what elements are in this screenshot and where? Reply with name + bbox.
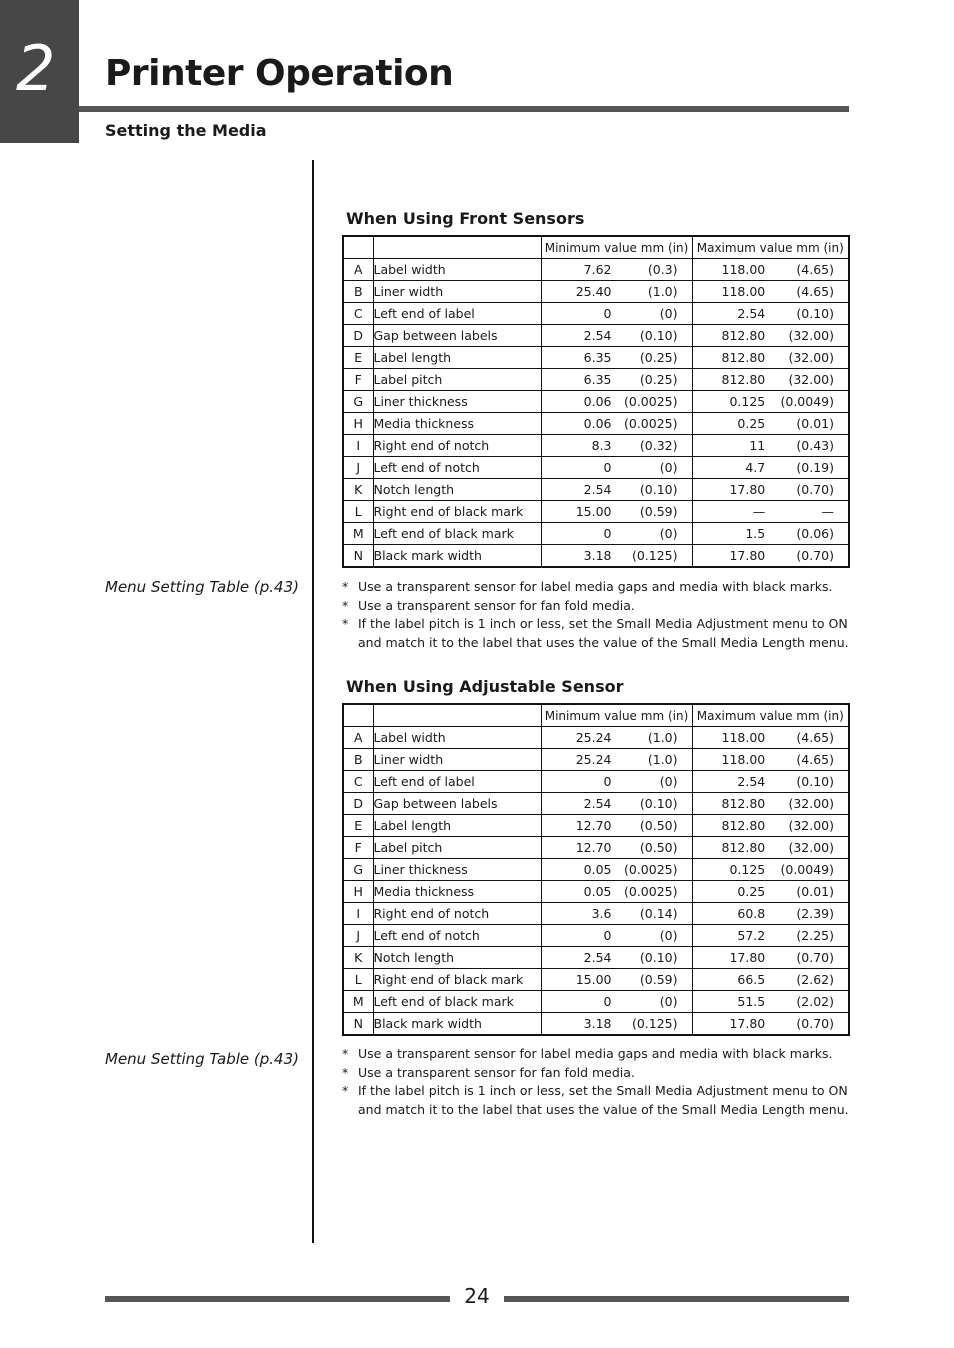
table-row — [343, 969, 849, 991]
row-item-name: Left end of notch — [373, 925, 541, 947]
maximum-value-cell — [692, 903, 849, 925]
row-letter: L — [343, 969, 373, 991]
row-item-name: Notch length — [373, 947, 541, 969]
row-letter: F — [343, 369, 373, 391]
table-row — [343, 259, 849, 281]
table-row — [343, 815, 849, 837]
row-item-name: Left end of black mark — [373, 523, 541, 545]
min-in-value: (0.10) — [639, 796, 678, 811]
min-mm-value: 3.6 — [591, 906, 612, 921]
maximum-value-cell — [692, 325, 849, 347]
row-item-name: Media thickness — [373, 413, 541, 435]
maximum-value-cell — [692, 793, 849, 815]
row-letter: D — [343, 793, 373, 815]
max-mm-value: 812.80 — [721, 350, 766, 365]
min-in-value: (0.50) — [639, 818, 678, 833]
min-mm-value: 7.62 — [583, 262, 612, 277]
table-row — [343, 501, 849, 523]
title-rule — [79, 106, 849, 112]
max-in-value: (32.00) — [788, 818, 834, 833]
min-mm-value: 2.54 — [583, 950, 612, 965]
footnote-marker: * — [342, 1046, 349, 1061]
minimum-value-cell — [541, 523, 692, 545]
max-in-value: (4.65) — [796, 730, 834, 745]
min-in-value: (0.59) — [639, 504, 678, 519]
row-letter: E — [343, 815, 373, 837]
row-item-name: Gap between labels — [373, 325, 541, 347]
page-title: Printer Operation — [105, 53, 454, 94]
table-row — [343, 727, 849, 749]
maximum-value-cell — [692, 837, 849, 859]
footnote-text: Use a transparent sensor for label media gaps and media with black marks. — [358, 579, 833, 594]
max-mm-value: — — [752, 504, 766, 519]
min-in-value: (1.0) — [647, 730, 678, 745]
minimum-value-cell — [541, 479, 692, 501]
minimum-value-cell — [541, 881, 692, 903]
max-in-value: (0.01) — [796, 416, 834, 431]
min-in-value: (1.0) — [647, 284, 678, 299]
section-heading: Setting the Media — [105, 121, 267, 140]
table-row — [343, 435, 849, 457]
minimum-value-cell — [541, 435, 692, 457]
max-in-value: (0.0049) — [780, 862, 834, 877]
maximum-value-cell — [692, 369, 849, 391]
maximum-value-cell — [692, 523, 849, 545]
min-mm-value: 3.18 — [583, 548, 612, 563]
max-mm-value: 17.80 — [729, 482, 766, 497]
row-item-name: Liner thickness — [373, 391, 541, 413]
row-item-name: Left end of label — [373, 303, 541, 325]
maximum-value-cell — [692, 727, 849, 749]
min-in-value: (0.50) — [639, 840, 678, 855]
table-row — [343, 749, 849, 771]
min-mm-value: 25.40 — [575, 284, 612, 299]
min-in-value: (0.0025) — [624, 394, 678, 409]
min-mm-value: 0 — [603, 774, 612, 789]
page-number: 24 — [464, 1284, 490, 1308]
maximum-value-cell — [692, 749, 849, 771]
min-in-value: (0.10) — [639, 328, 678, 343]
max-in-value: (32.00) — [788, 350, 834, 365]
min-in-value: (0.0025) — [624, 862, 678, 877]
table-row — [343, 545, 849, 568]
footnote-text: Use a transparent sensor for fan fold media. — [358, 597, 635, 613]
minimum-value-cell — [541, 771, 692, 793]
min-in-value: (0.10) — [639, 950, 678, 965]
front-sensor-table — [342, 235, 850, 568]
minimum-value-cell — [541, 815, 692, 837]
front-sensor-heading: When Using Front Sensors — [346, 209, 585, 228]
min-mm-value: 6.35 — [583, 372, 612, 387]
row-letter: I — [343, 903, 373, 925]
table-row — [343, 859, 849, 881]
min-in-value: (0) — [659, 306, 678, 321]
table-row — [343, 903, 849, 925]
row-letter: C — [343, 771, 373, 793]
row-letter: J — [343, 925, 373, 947]
table-row — [343, 281, 849, 303]
row-letter: A — [343, 259, 373, 281]
maximum-value-cell — [692, 859, 849, 881]
row-item-name: Left end of black mark — [373, 991, 541, 1013]
minimum-value-cell — [541, 925, 692, 947]
minimum-value-cell — [541, 391, 692, 413]
max-mm-value: 66.5 — [737, 972, 766, 987]
minimum-value-cell — [541, 303, 692, 325]
max-in-value: (0.06) — [796, 526, 834, 541]
table-row — [343, 347, 849, 369]
row-item-name: Media thickness — [373, 881, 541, 903]
maximum-value-cell — [692, 947, 849, 969]
min-mm-value: 6.35 — [583, 350, 612, 365]
menu-setting-reference[interactable]: Menu Setting Table (p.43) — [105, 578, 299, 596]
max-in-value: (32.00) — [788, 840, 834, 855]
maximum-value-cell — [692, 413, 849, 435]
footnote — [342, 578, 854, 597]
max-mm-value: 812.80 — [721, 372, 766, 387]
footnote — [342, 1082, 854, 1119]
max-in-value: (0.10) — [796, 774, 834, 789]
min-mm-value: 0 — [603, 306, 612, 321]
max-in-value: (0.10) — [796, 306, 834, 321]
max-mm-value: 118.00 — [721, 284, 766, 299]
row-item-name: Liner thickness — [373, 859, 541, 881]
footnote-marker: * — [342, 597, 349, 613]
row-letter: J — [343, 457, 373, 479]
max-in-value: (32.00) — [788, 328, 834, 343]
row-letter: M — [343, 991, 373, 1013]
header-maximum: Maximum value mm (in) — [692, 236, 849, 259]
max-mm-value: 57.2 — [737, 928, 766, 943]
row-letter: G — [343, 859, 373, 881]
row-letter: N — [343, 1013, 373, 1036]
table-row — [343, 457, 849, 479]
min-in-value: (1.0) — [647, 752, 678, 767]
table-row — [343, 771, 849, 793]
footnote-text: Use a transparent sensor for fan fold media. — [358, 1064, 635, 1080]
row-item-name: Label length — [373, 815, 541, 837]
row-item-name: Label width — [373, 259, 541, 281]
max-mm-value: 812.80 — [721, 328, 766, 343]
max-mm-value: 812.80 — [721, 840, 766, 855]
min-mm-value: 15.00 — [575, 972, 612, 987]
footer-rule-right — [504, 1296, 849, 1302]
max-in-value: (0.70) — [796, 482, 834, 497]
max-mm-value: 812.80 — [721, 818, 766, 833]
row-letter: K — [343, 947, 373, 969]
footnote-text: Use a transparent sensor for label media gaps and media with black marks. — [358, 1046, 833, 1061]
min-mm-value: 0 — [603, 994, 612, 1009]
min-in-value: (0.10) — [639, 482, 678, 497]
minimum-value-cell — [541, 347, 692, 369]
max-mm-value: 118.00 — [721, 262, 766, 277]
maximum-value-cell — [692, 1013, 849, 1036]
maximum-value-cell — [692, 479, 849, 501]
max-mm-value: 2.54 — [737, 306, 766, 321]
row-letter: I — [343, 435, 373, 457]
max-in-value: (4.65) — [796, 752, 834, 767]
row-item-name: Liner width — [373, 749, 541, 771]
footnote-marker: * — [342, 579, 349, 594]
table-row — [343, 793, 849, 815]
minimum-value-cell — [541, 749, 692, 771]
row-item-name: Label pitch — [373, 837, 541, 859]
maximum-value-cell — [692, 815, 849, 837]
maximum-value-cell — [692, 991, 849, 1013]
minimum-value-cell — [541, 859, 692, 881]
menu-setting-reference[interactable]: Menu Setting Table (p.43) — [105, 1050, 299, 1068]
table-header-row — [343, 236, 849, 259]
max-in-value: — — [821, 504, 834, 519]
header-maximum: Maximum value mm (in) — [692, 704, 849, 727]
minimum-value-cell — [541, 903, 692, 925]
header-blank — [373, 704, 541, 727]
table-row — [343, 369, 849, 391]
row-letter: H — [343, 413, 373, 435]
footnote-text: If the label pitch is 1 inch or less, set the Small Media Adjustment menu to ON and match it to the label that uses the value of the Small Media Length menu. — [358, 616, 849, 650]
minimum-value-cell — [541, 969, 692, 991]
table-row — [343, 413, 849, 435]
maximum-value-cell — [692, 457, 849, 479]
minimum-value-cell — [541, 413, 692, 435]
row-item-name: Notch length — [373, 479, 541, 501]
row-letter: F — [343, 837, 373, 859]
max-mm-value: 2.54 — [737, 774, 766, 789]
min-in-value: (0.14) — [639, 906, 678, 921]
min-in-value: (0.25) — [639, 372, 678, 387]
footer-rule-left — [105, 1296, 450, 1302]
max-in-value: (0.19) — [796, 460, 834, 475]
maximum-value-cell — [692, 435, 849, 457]
min-mm-value: 25.24 — [575, 730, 612, 745]
header-minimum: Minimum value mm (in) — [541, 236, 692, 259]
row-item-name: Label pitch — [373, 369, 541, 391]
minimum-value-cell — [541, 325, 692, 347]
minimum-value-cell — [541, 727, 692, 749]
max-in-value: (32.00) — [788, 372, 834, 387]
max-in-value: (0.70) — [796, 1016, 834, 1031]
front-sensor-notes — [342, 578, 854, 652]
min-in-value: (0.3) — [647, 262, 678, 277]
header-blank — [343, 236, 373, 259]
row-letter: A — [343, 727, 373, 749]
header-minimum: Minimum value mm (in) — [541, 704, 692, 727]
table-row — [343, 925, 849, 947]
max-mm-value: 118.00 — [721, 752, 766, 767]
min-mm-value: 0.05 — [583, 884, 612, 899]
table-row — [343, 947, 849, 969]
row-item-name: Right end of notch — [373, 903, 541, 925]
min-in-value: (0) — [659, 774, 678, 789]
max-mm-value: 118.00 — [721, 730, 766, 745]
row-letter: D — [343, 325, 373, 347]
row-item-name: Right end of black mark — [373, 501, 541, 523]
footnote-marker: * — [342, 1064, 349, 1080]
max-in-value: (4.65) — [796, 262, 834, 277]
min-mm-value: 12.70 — [575, 840, 612, 855]
min-in-value: (0.25) — [639, 350, 678, 365]
row-letter: H — [343, 881, 373, 903]
min-mm-value: 3.18 — [583, 1016, 612, 1031]
min-mm-value: 0.06 — [583, 416, 612, 431]
table-row — [343, 991, 849, 1013]
header-blank — [373, 236, 541, 259]
minimum-value-cell — [541, 837, 692, 859]
maximum-value-cell — [692, 771, 849, 793]
row-letter: L — [343, 501, 373, 523]
table-row — [343, 1013, 849, 1036]
min-in-value: (0.59) — [639, 972, 678, 987]
minimum-value-cell — [541, 369, 692, 391]
min-in-value: (0.0025) — [624, 884, 678, 899]
table-row — [343, 837, 849, 859]
minimum-value-cell — [541, 259, 692, 281]
maximum-value-cell — [692, 303, 849, 325]
footnote-text: If the label pitch is 1 inch or less, set the Small Media Adjustment menu to ON and match it to the label that uses the value of the Small Media Length menu. — [358, 1083, 849, 1117]
maximum-value-cell — [692, 545, 849, 568]
table-row — [343, 881, 849, 903]
max-in-value: (4.65) — [796, 284, 834, 299]
min-in-value: (0) — [659, 928, 678, 943]
min-mm-value: 2.54 — [583, 328, 612, 343]
footnote — [342, 615, 854, 652]
row-item-name: Black mark width — [373, 545, 541, 568]
row-item-name: Black mark width — [373, 1013, 541, 1036]
maximum-value-cell — [692, 881, 849, 903]
min-mm-value: 8.3 — [591, 438, 612, 453]
max-mm-value: 11 — [749, 438, 766, 453]
row-letter: B — [343, 281, 373, 303]
max-mm-value: 0.125 — [729, 394, 766, 409]
row-item-name: Liner width — [373, 281, 541, 303]
adjustable-sensor-heading: When Using Adjustable Sensor — [346, 677, 624, 696]
max-in-value: (2.25) — [796, 928, 834, 943]
max-mm-value: 17.80 — [729, 1016, 766, 1031]
maximum-value-cell — [692, 391, 849, 413]
table-row — [343, 479, 849, 501]
max-mm-value: 17.80 — [729, 950, 766, 965]
table-row — [343, 523, 849, 545]
row-item-name: Left end of label — [373, 771, 541, 793]
row-item-name: Left end of notch — [373, 457, 541, 479]
row-letter: M — [343, 523, 373, 545]
min-in-value: (0) — [659, 460, 678, 475]
chapter-number: 2 — [16, 32, 56, 105]
min-in-value: (0) — [659, 526, 678, 541]
adjustable-sensor-table — [342, 703, 850, 1036]
minimum-value-cell — [541, 281, 692, 303]
maximum-value-cell — [692, 347, 849, 369]
min-mm-value: 2.54 — [583, 796, 612, 811]
min-in-value: (0.125) — [631, 548, 678, 563]
row-item-name: Right end of notch — [373, 435, 541, 457]
footnote-marker: * — [342, 616, 349, 631]
minimum-value-cell — [541, 545, 692, 568]
minimum-value-cell — [541, 457, 692, 479]
table-header-row — [343, 704, 849, 727]
row-item-name: Label length — [373, 347, 541, 369]
min-in-value: (0.0025) — [624, 416, 678, 431]
row-item-name: Right end of black mark — [373, 969, 541, 991]
minimum-value-cell — [541, 793, 692, 815]
row-letter: N — [343, 545, 373, 568]
row-letter: C — [343, 303, 373, 325]
row-letter: E — [343, 347, 373, 369]
min-mm-value: 15.00 — [575, 504, 612, 519]
max-mm-value: 51.5 — [737, 994, 766, 1009]
adjustable-sensor-notes — [342, 1045, 854, 1119]
maximum-value-cell — [692, 501, 849, 523]
min-in-value: (0) — [659, 994, 678, 1009]
min-mm-value: 25.24 — [575, 752, 612, 767]
maximum-value-cell — [692, 281, 849, 303]
max-in-value: (32.00) — [788, 796, 834, 811]
table-row — [343, 325, 849, 347]
max-in-value: (0.01) — [796, 884, 834, 899]
table-row — [343, 391, 849, 413]
row-item-name: Label width — [373, 727, 541, 749]
max-in-value: (0.0049) — [780, 394, 834, 409]
max-mm-value: 812.80 — [721, 796, 766, 811]
max-mm-value: 60.8 — [737, 906, 766, 921]
min-mm-value: 0 — [603, 526, 612, 541]
max-in-value: (0.43) — [796, 438, 834, 453]
row-letter: K — [343, 479, 373, 501]
maximum-value-cell — [692, 259, 849, 281]
max-mm-value: 0.25 — [737, 416, 766, 431]
max-in-value: (2.39) — [796, 906, 834, 921]
maximum-value-cell — [692, 969, 849, 991]
max-in-value: (2.62) — [796, 972, 834, 987]
footnote — [342, 1064, 854, 1083]
min-mm-value: 0.06 — [583, 394, 612, 409]
row-item-name: Gap between labels — [373, 793, 541, 815]
max-in-value: (0.70) — [796, 548, 834, 563]
footnote — [342, 597, 854, 616]
table-row — [343, 303, 849, 325]
min-mm-value: 0.05 — [583, 862, 612, 877]
min-mm-value: 12.70 — [575, 818, 612, 833]
header-blank — [343, 704, 373, 727]
min-mm-value: 0 — [603, 928, 612, 943]
row-letter: G — [343, 391, 373, 413]
max-mm-value: 0.125 — [729, 862, 766, 877]
footnote — [342, 1045, 854, 1064]
footnote-marker: * — [342, 1083, 349, 1098]
max-mm-value: 0.25 — [737, 884, 766, 899]
max-in-value: (2.02) — [796, 994, 834, 1009]
min-mm-value: 0 — [603, 460, 612, 475]
minimum-value-cell — [541, 501, 692, 523]
chapter-number-box — [0, 0, 79, 143]
minimum-value-cell — [541, 1013, 692, 1036]
minimum-value-cell — [541, 991, 692, 1013]
min-in-value: (0.125) — [631, 1016, 678, 1031]
min-in-value: (0.32) — [639, 438, 678, 453]
column-divider — [312, 160, 314, 1243]
min-mm-value: 2.54 — [583, 482, 612, 497]
minimum-value-cell — [541, 947, 692, 969]
max-mm-value: 17.80 — [729, 548, 766, 563]
row-letter: B — [343, 749, 373, 771]
maximum-value-cell — [692, 925, 849, 947]
max-mm-value: 4.7 — [745, 460, 766, 475]
max-mm-value: 1.5 — [745, 526, 766, 541]
max-in-value: (0.70) — [796, 950, 834, 965]
